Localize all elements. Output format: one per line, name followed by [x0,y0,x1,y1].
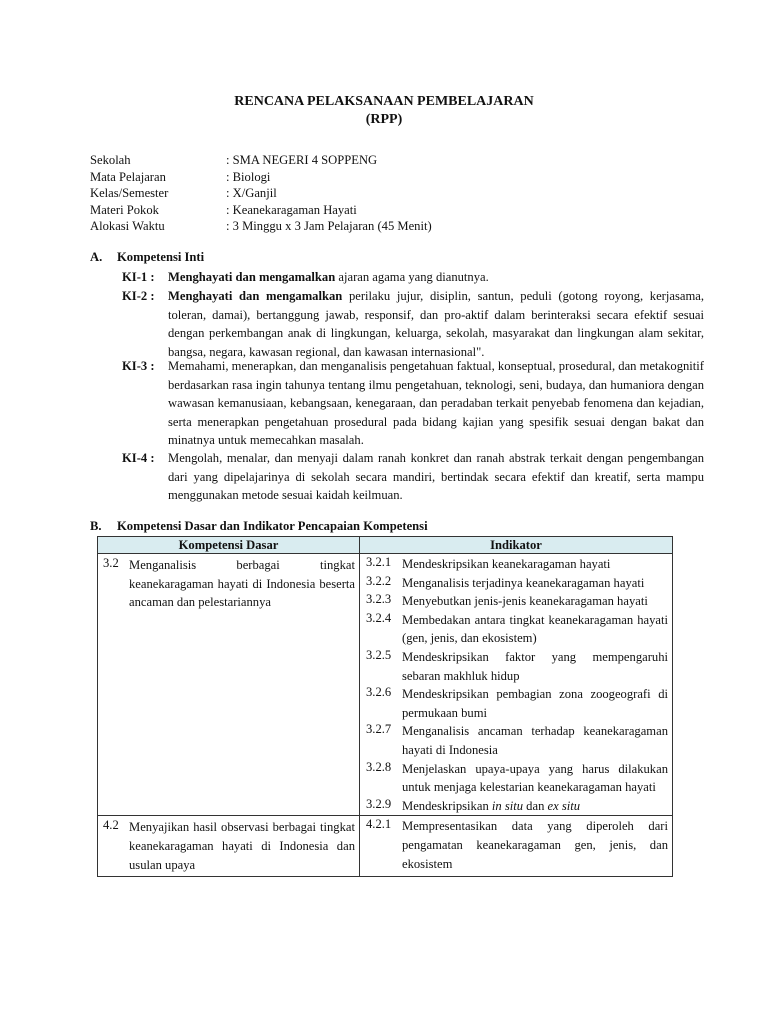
indicator-item [360,722,672,759]
indicator-item [360,685,672,722]
competency-table [97,536,673,877]
section-b-title: Kompetensi Dasar dan Indikator Pencapaian Kompetensi [117,519,428,533]
indicator-cell [360,816,673,877]
indicator-number: 3.2.8 [366,759,392,774]
ki-text [168,287,704,361]
identity-block [90,152,432,235]
ki-code: KI-3 : [122,359,155,373]
kd-number: 4.2 [103,818,119,833]
ki-rest-text: ajaran agama yang dianutnya. [335,270,489,284]
indicator-item [360,555,672,574]
indicator-number: 3.2.4 [366,610,392,625]
indicator-text: Menganalisis ancaman terhadap keanekaragaman hayati di Indonesia [402,724,668,757]
document-title: RENCANA PELAKSANAAN PEMBELAJARAN [234,94,534,109]
indicator-text [402,797,668,816]
indicator-text: Mendeskripsikan pembagian zona zoogeografi di permukaan bumi [402,687,668,720]
identity-label: Alokasi Waktu [90,219,165,233]
identity-label: Kelas/Semester [90,186,169,200]
indicator-number: 3.2.2 [366,573,392,588]
ki-bold-text: Menghayati dan mengamalkan [168,289,343,303]
indicator-text-part: dan [523,798,548,813]
identity-row [90,152,432,169]
kd-text: Menganalisis berbagai tingkat keanekaragaman hayati di Indonesia beserta ancaman dan pelestariannya [129,558,355,610]
indicator-text: Mempresentasikan data yang diperoleh dari pengamatan keanekaragaman gen, jenis, dan ekosistem [402,819,668,871]
table-row [98,816,673,877]
identity-row [90,169,432,186]
kd-cell [98,554,360,816]
indicator-number: 3.2.6 [366,685,392,700]
ki-item [122,449,704,505]
indicator-item [360,574,672,593]
identity-value: : Keanekaragaman Hayati [226,202,357,217]
indicator-text-part: Mendeskripsikan [402,798,492,813]
indicator-number: 3.2.1 [366,555,392,569]
indicator-item [360,592,672,611]
identity-value: : Biologi [226,169,271,184]
indicator-text: Mendeskripsikan faktor yang mempengaruhi sebaran makhluk hidup [402,649,668,683]
identity-value: : SMA NEGERI 4 SOPPENG [226,153,378,167]
header-kompetensi-dasar: Kompetensi Dasar [98,537,360,554]
indicator-text: Menjelaskan upaya-upaya yang harus dilakukan untuk menjaga kelestarian keanekaragaman hayati [402,761,668,795]
indicator-italic-ex-situ: ex situ [547,798,581,813]
ki-code: KI-2 : [122,289,155,303]
document-subtitle: (RPP) [365,112,403,127]
ki-text [168,268,704,287]
indicator-item [360,611,672,648]
indicator-item [360,760,672,797]
identity-value: : 3 Minggu x 3 Jam Pelajaran (45 Menit) [226,219,432,233]
header-indikator: Indikator [360,537,673,554]
section-b-heading [90,519,428,534]
indicator-text: Menyebutkan jenis-jenis keanekaragaman hayati [402,594,648,609]
identity-row [90,185,432,202]
identity-label: Materi Pokok [90,202,159,217]
identity-label: Sekolah [90,153,131,167]
indicator-item [360,797,672,816]
kd-cell [98,816,360,877]
section-a-title: Kompetensi Inti [117,250,205,264]
kd-text: Menyajikan hasil observasi berbagai tingkat keanekaragaman hayati di Indonesia dan usulan upaya [129,820,355,872]
identity-row [90,202,432,219]
ki-bold-text: Menghayati dan mengamalkan [168,270,336,284]
ki-code: KI-1 : [122,270,155,284]
indicator-number: 3.2.7 [366,722,392,737]
identity-row [90,218,432,235]
indicator-item [360,648,672,685]
ki-text: Memahami, menerapkan, dan menganalisis pengetahuan faktual, konseptual, prosedural, dan metakognitif berdasarkan rasa ingin tahunya tentang ilmu pengetahuan, teknologi, seni, budaya, dan humaniora dengan wawasan kemanusiaan, kebangsaan, kenegaraan, dan peradaban terkait penyebab fenomena dan kejadian, serta menerapkan pengetahuan prosedural pada bidang kajian yang spesifik sesuai dengan bakat dan minatnya untuk memecahkan masalah. [168,359,704,448]
ki-item [122,357,704,450]
indicator-item [360,817,672,873]
table-header-row [98,537,673,554]
indicator-number: 3.2.5 [366,647,392,662]
indicator-number: 3.2.3 [366,592,392,607]
indicator-number: 3.2.9 [366,796,392,811]
table-row [98,554,673,816]
ki-rest-text: perilaku jujur, disiplin, santun, peduli (gotong royong, kerjasama, toleran, damai), bertanggung jawab, responsif, dan pro-aktif dalam berinteraksi secara efektif sesuai dengan perkembangan anak di lingkungan, keluarga, sekolah, masyarakat dan lingkungan alam sekitar, bangsa, negara, kawasan regional, dan kawasan internasional". [168,289,704,359]
ki-code: KI-4 : [122,451,155,465]
section-a-heading [90,250,204,265]
ki-item [122,268,704,287]
indicator-cell [360,554,673,816]
section-a-letter: A. [90,250,103,264]
identity-label: Mata Pelajaran [90,169,166,184]
ki-text: Mengolah, menalar, dan menyaji dalam ranah konkret dan ranah abstrak terkait dengan pengembangan dari yang dipelajarinya di sekolah secara mandiri, bertindak secara efektif dan kreatif, serta mampu menggunakan metode sesuai kaidah keilmuan. [168,451,704,503]
section-b-letter: B. [90,519,102,533]
indicator-italic-in-situ: in situ [491,798,524,813]
indicator-text: Menganalisis terjadinya keanekaragaman hayati [402,575,645,590]
indicator-text: Membedakan antara tingkat keanekaragaman hayati (gen, jenis, dan ekosistem) [402,612,668,646]
ki-item [122,287,704,361]
indicator-text: Mendeskripsikan keanekaragaman hayati [402,557,611,571]
kd-number: 3.2 [103,556,119,570]
identity-value: : X/Ganjil [226,186,277,200]
indicator-number: 4.2.1 [366,817,392,832]
